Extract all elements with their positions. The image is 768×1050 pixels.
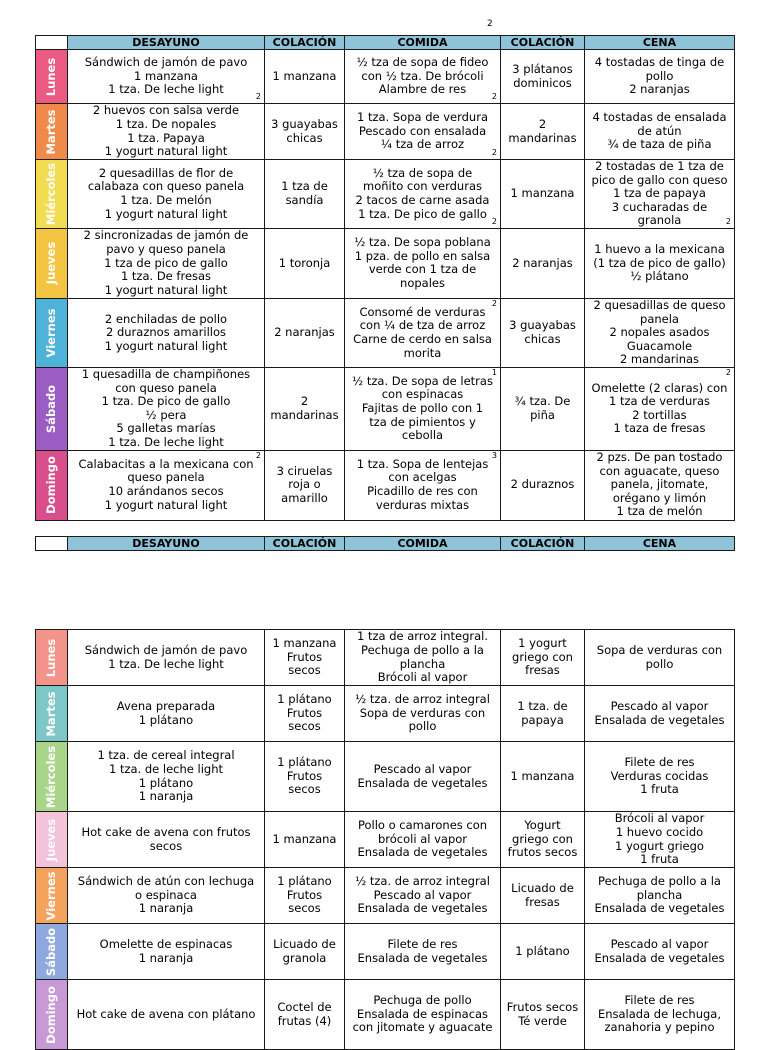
day-label: Lunes <box>43 638 58 677</box>
comida-cell <box>345 812 501 868</box>
cena-cell <box>585 298 735 367</box>
colacion-2-cell <box>501 868 585 924</box>
cell-text: 2 tostadas de 1 tza de pico de gallo con queso 1 tza de papaya 3 cucharadas de granola <box>591 159 728 228</box>
day-label-cell <box>36 980 68 1050</box>
desayuno-cell <box>68 980 265 1050</box>
footnote-number: 2 <box>725 367 731 377</box>
cena-cell <box>585 868 735 924</box>
cell-text: 2 mandarinas <box>508 116 577 145</box>
day-label-cell <box>36 686 68 742</box>
cell-text: 1 manzana <box>272 831 337 846</box>
table-row <box>36 50 735 104</box>
cell-text: Pescado al vapor Ensalada de vegetales <box>594 698 725 727</box>
cell-text: 2 mandarinas <box>270 394 339 422</box>
header-only-table <box>35 536 735 551</box>
table-row <box>36 367 735 450</box>
footnote-number: 1 <box>491 367 497 377</box>
colacion-2-cell <box>501 630 585 686</box>
colacion-1-cell <box>265 812 345 868</box>
header-row <box>36 36 735 50</box>
cell-text: 2 naranjas <box>274 325 335 340</box>
cell-text: Filete de res Ensalada de vegetales <box>357 936 488 965</box>
desayuno-cell <box>68 812 265 868</box>
footnote-number: 2 <box>491 92 497 101</box>
cell-text: 1 plátano <box>515 943 570 958</box>
cell-text: Omelette de espinacas 1 naranja <box>99 936 233 965</box>
cell-text: 3 guayabas chicas <box>509 318 576 346</box>
colacion-1-cell <box>265 630 345 686</box>
table-row <box>36 868 735 924</box>
day-label: Miércoles <box>43 162 58 226</box>
cell-text: 2 pzs. De pan tostado con aguacate, queso panela, jitomate, orégano y limón 1 tza de melón <box>596 450 723 519</box>
day-label: Martes <box>43 108 58 155</box>
colacion-1-cell <box>265 104 345 160</box>
day-label: Sábado <box>43 927 58 976</box>
comida-cell <box>345 630 501 686</box>
header-corner <box>36 537 68 551</box>
day-label-cell <box>36 742 68 812</box>
cell-text: 2 naranjas <box>512 255 573 270</box>
cell-text: Filete de res Ensalada de lechuga, zanahoria y pepino <box>597 993 722 1035</box>
cell-text: Licuado de granola <box>273 936 336 965</box>
colacion-1-cell <box>265 742 345 812</box>
footnote-number: 2 <box>255 450 261 460</box>
day-label-cell <box>36 630 68 686</box>
cell-text: Omelette (2 claras) con 1 tza de verduras 2 tortillas 1 taza de fresas <box>591 380 728 436</box>
cena-cell <box>585 924 735 980</box>
desayuno-cell <box>68 868 265 924</box>
cell-text: ½ tza de sopa de fideo con ½ tza. De brócoli Alambre de res <box>356 55 489 97</box>
cell-text: ½ tza. De sopa poblana 1 pza. de pollo en salsa verde con 1 tza de nopales <box>354 235 491 291</box>
colacion-1-cell <box>265 868 345 924</box>
cell-text: Sopa de verduras con pollo <box>596 642 723 671</box>
day-label: Domingo <box>43 985 58 1044</box>
desayuno-cell <box>68 450 265 520</box>
cena-cell <box>585 160 735 229</box>
colacion-2-cell <box>501 686 585 742</box>
header-desayuno: DESAYUNO <box>68 537 265 551</box>
cell-text: 3 guayabas chicas <box>271 116 338 145</box>
cell-text: Sándwich de atún con lechuga o espinaca 1 naranja <box>77 874 255 916</box>
table-row <box>36 160 735 229</box>
table-row <box>36 812 735 868</box>
header-comida: COMIDA <box>345 36 501 50</box>
colacion-1-cell <box>265 686 345 742</box>
header-colacion-1: COLACIÓN <box>265 537 345 551</box>
header-desayuno: DESAYUNO <box>68 36 265 50</box>
cell-text: Pechuga de pollo Ensalada de espinacas con jitomate y aguacate <box>352 993 493 1035</box>
header-cena: CENA <box>585 537 735 551</box>
cell-text: Pescado al vapor Ensalada de vegetales <box>357 761 488 790</box>
desayuno-cell <box>68 298 265 367</box>
cell-text: Pollo o camarones con brócoli al vapor Ensalada de vegetales <box>357 818 488 860</box>
cell-text: 3 ciruelas roja o amarillo <box>276 463 333 505</box>
colacion-2-cell <box>501 298 585 367</box>
table-row <box>36 450 735 520</box>
cell-text: 1 huevo a la mexicana (1 tza de pico de gallo) ½ plátano <box>593 242 726 284</box>
cell-text: 1 plátano Frutos secos <box>277 755 332 797</box>
table-row <box>36 228 735 298</box>
desayuno-cell <box>68 228 265 298</box>
colacion-2-cell <box>501 742 585 812</box>
comida-cell <box>345 450 501 520</box>
cell-text: Consomé de verduras con ¼ de tza de arroz Carne de cerdo en salsa morita <box>353 304 492 360</box>
table-row <box>36 742 735 812</box>
desayuno-cell <box>68 630 265 686</box>
day-label-cell <box>36 104 68 160</box>
footnote-number: 2 <box>491 298 497 308</box>
comida-cell <box>345 980 501 1050</box>
colacion-2-cell <box>501 104 585 160</box>
cena-cell <box>585 367 735 450</box>
table-row <box>36 630 735 686</box>
cena-cell <box>585 686 735 742</box>
footnote-number: 2 <box>491 216 497 226</box>
day-label: Miércoles <box>43 745 58 808</box>
footnote-number: 2 <box>725 216 731 226</box>
header-row <box>36 537 735 551</box>
colacion-1-cell <box>265 924 345 980</box>
cena-cell <box>585 104 735 160</box>
cell-text: 1 manzana <box>272 68 337 83</box>
footnote-number: 3 <box>491 450 497 460</box>
cell-text: 1 plátano Frutos secos <box>277 692 332 734</box>
cell-text: Calabacitas a la mexicana con queso panela 10 arándanos secos 1 yogurt natural light <box>78 456 254 512</box>
comida-cell <box>345 686 501 742</box>
cena-cell <box>585 980 735 1050</box>
colacion-2-cell <box>501 50 585 104</box>
day-label-cell <box>36 298 68 367</box>
cell-text: Yogurt griego con frutos secos <box>507 818 578 860</box>
cell-text: Hot cake de avena con plátano <box>76 1006 256 1021</box>
colacion-1-cell <box>265 228 345 298</box>
day-label: Jueves <box>43 818 58 861</box>
cell-text: 2 enchiladas de pollo 2 duraznos amarillos 1 yogurt natural light <box>104 311 228 353</box>
cell-text: 1 tza. Sopa de verdura Pescado con ensalada ¼ tza de arroz <box>356 110 488 152</box>
colacion-2-cell <box>501 450 585 520</box>
colacion-1-cell <box>265 367 345 450</box>
colacion-2-cell <box>501 980 585 1050</box>
cena-cell <box>585 742 735 812</box>
cell-text: ¾ tza. De piña <box>514 394 571 422</box>
cell-text: 1 tza. de cereal integral 1 tza. de leche light 1 plátano 1 naranja <box>97 748 235 804</box>
footnote-number: 2 <box>255 92 261 101</box>
day-label: Viernes <box>43 308 58 358</box>
comida-cell <box>345 367 501 450</box>
table-row <box>36 686 735 742</box>
cena-cell <box>585 630 735 686</box>
day-label-cell <box>36 868 68 924</box>
colacion-2-cell <box>501 367 585 450</box>
header-comida: COMIDA <box>345 537 501 551</box>
day-label: Jueves <box>43 242 58 285</box>
cell-text: ½ tza de sopa de moñito con verduras 2 tacos de carne asada 1 tza. De pico de gallo <box>355 165 490 221</box>
desayuno-cell <box>68 50 265 104</box>
comida-cell <box>345 924 501 980</box>
colacion-1-cell <box>265 160 345 229</box>
header-colacion-1: COLACIÓN <box>265 36 345 50</box>
day-label-cell <box>36 450 68 520</box>
cell-text: Hot cake de avena con frutos secos <box>81 824 251 853</box>
cell-text: 4 tostadas de tinga de pollo 2 naranjas <box>594 55 725 97</box>
colacion-2-cell <box>501 160 585 229</box>
colacion-2-cell <box>501 924 585 980</box>
cell-text: Licuado de fresas <box>511 880 574 909</box>
comida-cell <box>345 868 501 924</box>
cell-text: 4 tostadas de ensalada de atún ¾ de taza de piña <box>592 110 727 152</box>
day-label-cell <box>36 160 68 229</box>
colacion-1-cell <box>265 298 345 367</box>
cell-text: Coctel de frutas (4) <box>277 999 332 1028</box>
meal-plan-table-2 <box>35 629 735 1050</box>
cena-cell <box>585 50 735 104</box>
cell-text: 2 sincronizadas de jamón de pavo y queso panela 1 tza de pico de gallo 1 tza. De fresas 1 yogurt natural light <box>83 228 249 297</box>
header-corner <box>36 36 68 50</box>
table-row <box>36 104 735 160</box>
desayuno-cell <box>68 367 265 450</box>
comida-cell <box>345 160 501 229</box>
cell-text: 1 tza de sandía <box>281 179 328 207</box>
cell-text: 1 tza de arroz integral. Pechuga de pollo a la plancha Brócoli al vapor <box>356 629 489 685</box>
footnote-number: 2 <box>491 148 497 157</box>
cell-text: 1 plátano Frutos secos <box>277 874 332 916</box>
comida-cell <box>345 742 501 812</box>
header-colacion-2: COLACIÓN <box>501 36 585 50</box>
cell-text: Filete de res Verduras cocidas 1 fruta <box>610 755 709 797</box>
day-label: Sábado <box>43 384 58 433</box>
cell-text: Sándwich de jamón de pavo 1 tza. De leche light <box>84 642 248 671</box>
colacion-1-cell <box>265 980 345 1050</box>
day-label-cell <box>36 50 68 104</box>
cell-text: Avena preparada 1 plátano <box>116 698 216 727</box>
page-number: 2 <box>487 19 493 29</box>
cell-text: 1 manzana <box>510 186 575 201</box>
table-row <box>36 298 735 367</box>
cell-text: 2 duraznos <box>510 477 575 492</box>
cell-text: Pescado al vapor Ensalada de vegetales <box>594 936 725 965</box>
colacion-2-cell <box>501 812 585 868</box>
cell-text: 1 manzana <box>510 768 575 783</box>
cell-text: Sándwich de jamón de pavo 1 manzana 1 tza. De leche light <box>84 55 248 97</box>
cena-cell <box>585 450 735 520</box>
cell-text: 1 quesadilla de champiñones con queso panela 1 tza. De pico de gallo ½ pera 5 galletas marías 1 tza. De leche light <box>81 366 251 449</box>
comida-cell <box>345 228 501 298</box>
cell-text: 1 tza. Sopa de lentejas con acelgas Picadillo de res con verduras mixtas <box>356 456 489 512</box>
cena-cell <box>585 812 735 868</box>
cell-text: Brócoli al vapor 1 huevo cocido 1 yogurt griego 1 fruta <box>614 811 705 867</box>
day-label-cell <box>36 228 68 298</box>
desayuno-cell <box>68 686 265 742</box>
cell-text: Frutos secos Té verde <box>506 999 579 1028</box>
cena-cell <box>585 228 735 298</box>
header-colacion-2: COLACIÓN <box>501 537 585 551</box>
day-label: Lunes <box>43 57 58 96</box>
colacion-1-cell <box>265 50 345 104</box>
desayuno-cell <box>68 104 265 160</box>
cell-text: Pechuga de pollo a la plancha Ensalada de vegetales <box>594 874 725 916</box>
cell-text: 2 quesadillas de flor de calabaza con queso panela 1 tza. De melón 1 yogurt natural light <box>87 165 245 221</box>
desayuno-cell <box>68 924 265 980</box>
cell-text: 1 tza. de papaya <box>517 698 568 727</box>
cell-text: 1 toronja <box>278 255 331 270</box>
colacion-1-cell <box>265 450 345 520</box>
table-row <box>36 980 735 1050</box>
cell-text: ½ tza. De sopa de letras con espinacas Fajitas de pollo con 1 tza de pimientos y cebolla <box>352 373 493 443</box>
desayuno-cell <box>68 160 265 229</box>
comida-cell <box>345 104 501 160</box>
colacion-2-cell <box>501 228 585 298</box>
day-label-cell <box>36 367 68 450</box>
cell-text: 2 huevos con salsa verde 1 tza. De nopales 1 tza. Papaya 1 yogurt natural light <box>92 103 240 159</box>
day-label: Martes <box>43 690 58 737</box>
cell-text: ½ tza. de arroz integral Pescado al vapor Ensalada de vegetales <box>355 874 490 916</box>
cell-text: 1 yogurt griego con fresas <box>512 636 573 678</box>
header-cena: CENA <box>585 36 735 50</box>
meal-plan-table-1 <box>35 35 735 521</box>
desayuno-cell <box>68 742 265 812</box>
cell-text: 1 manzana Frutos secos <box>272 636 337 678</box>
cell-text: ½ tza. de arroz integral Sopa de verduras con pollo <box>355 692 490 734</box>
day-label: Domingo <box>43 456 58 514</box>
comida-cell <box>345 298 501 367</box>
comida-cell <box>345 50 501 104</box>
day-label: Viernes <box>43 871 58 920</box>
day-label-cell <box>36 924 68 980</box>
table-row <box>36 924 735 980</box>
cell-text: 3 plátanos dominicos <box>512 61 573 90</box>
day-label-cell <box>36 812 68 868</box>
cell-text: 2 quesadillas de queso panela 2 nopales asados Guacamole 2 mandarinas <box>593 297 726 367</box>
